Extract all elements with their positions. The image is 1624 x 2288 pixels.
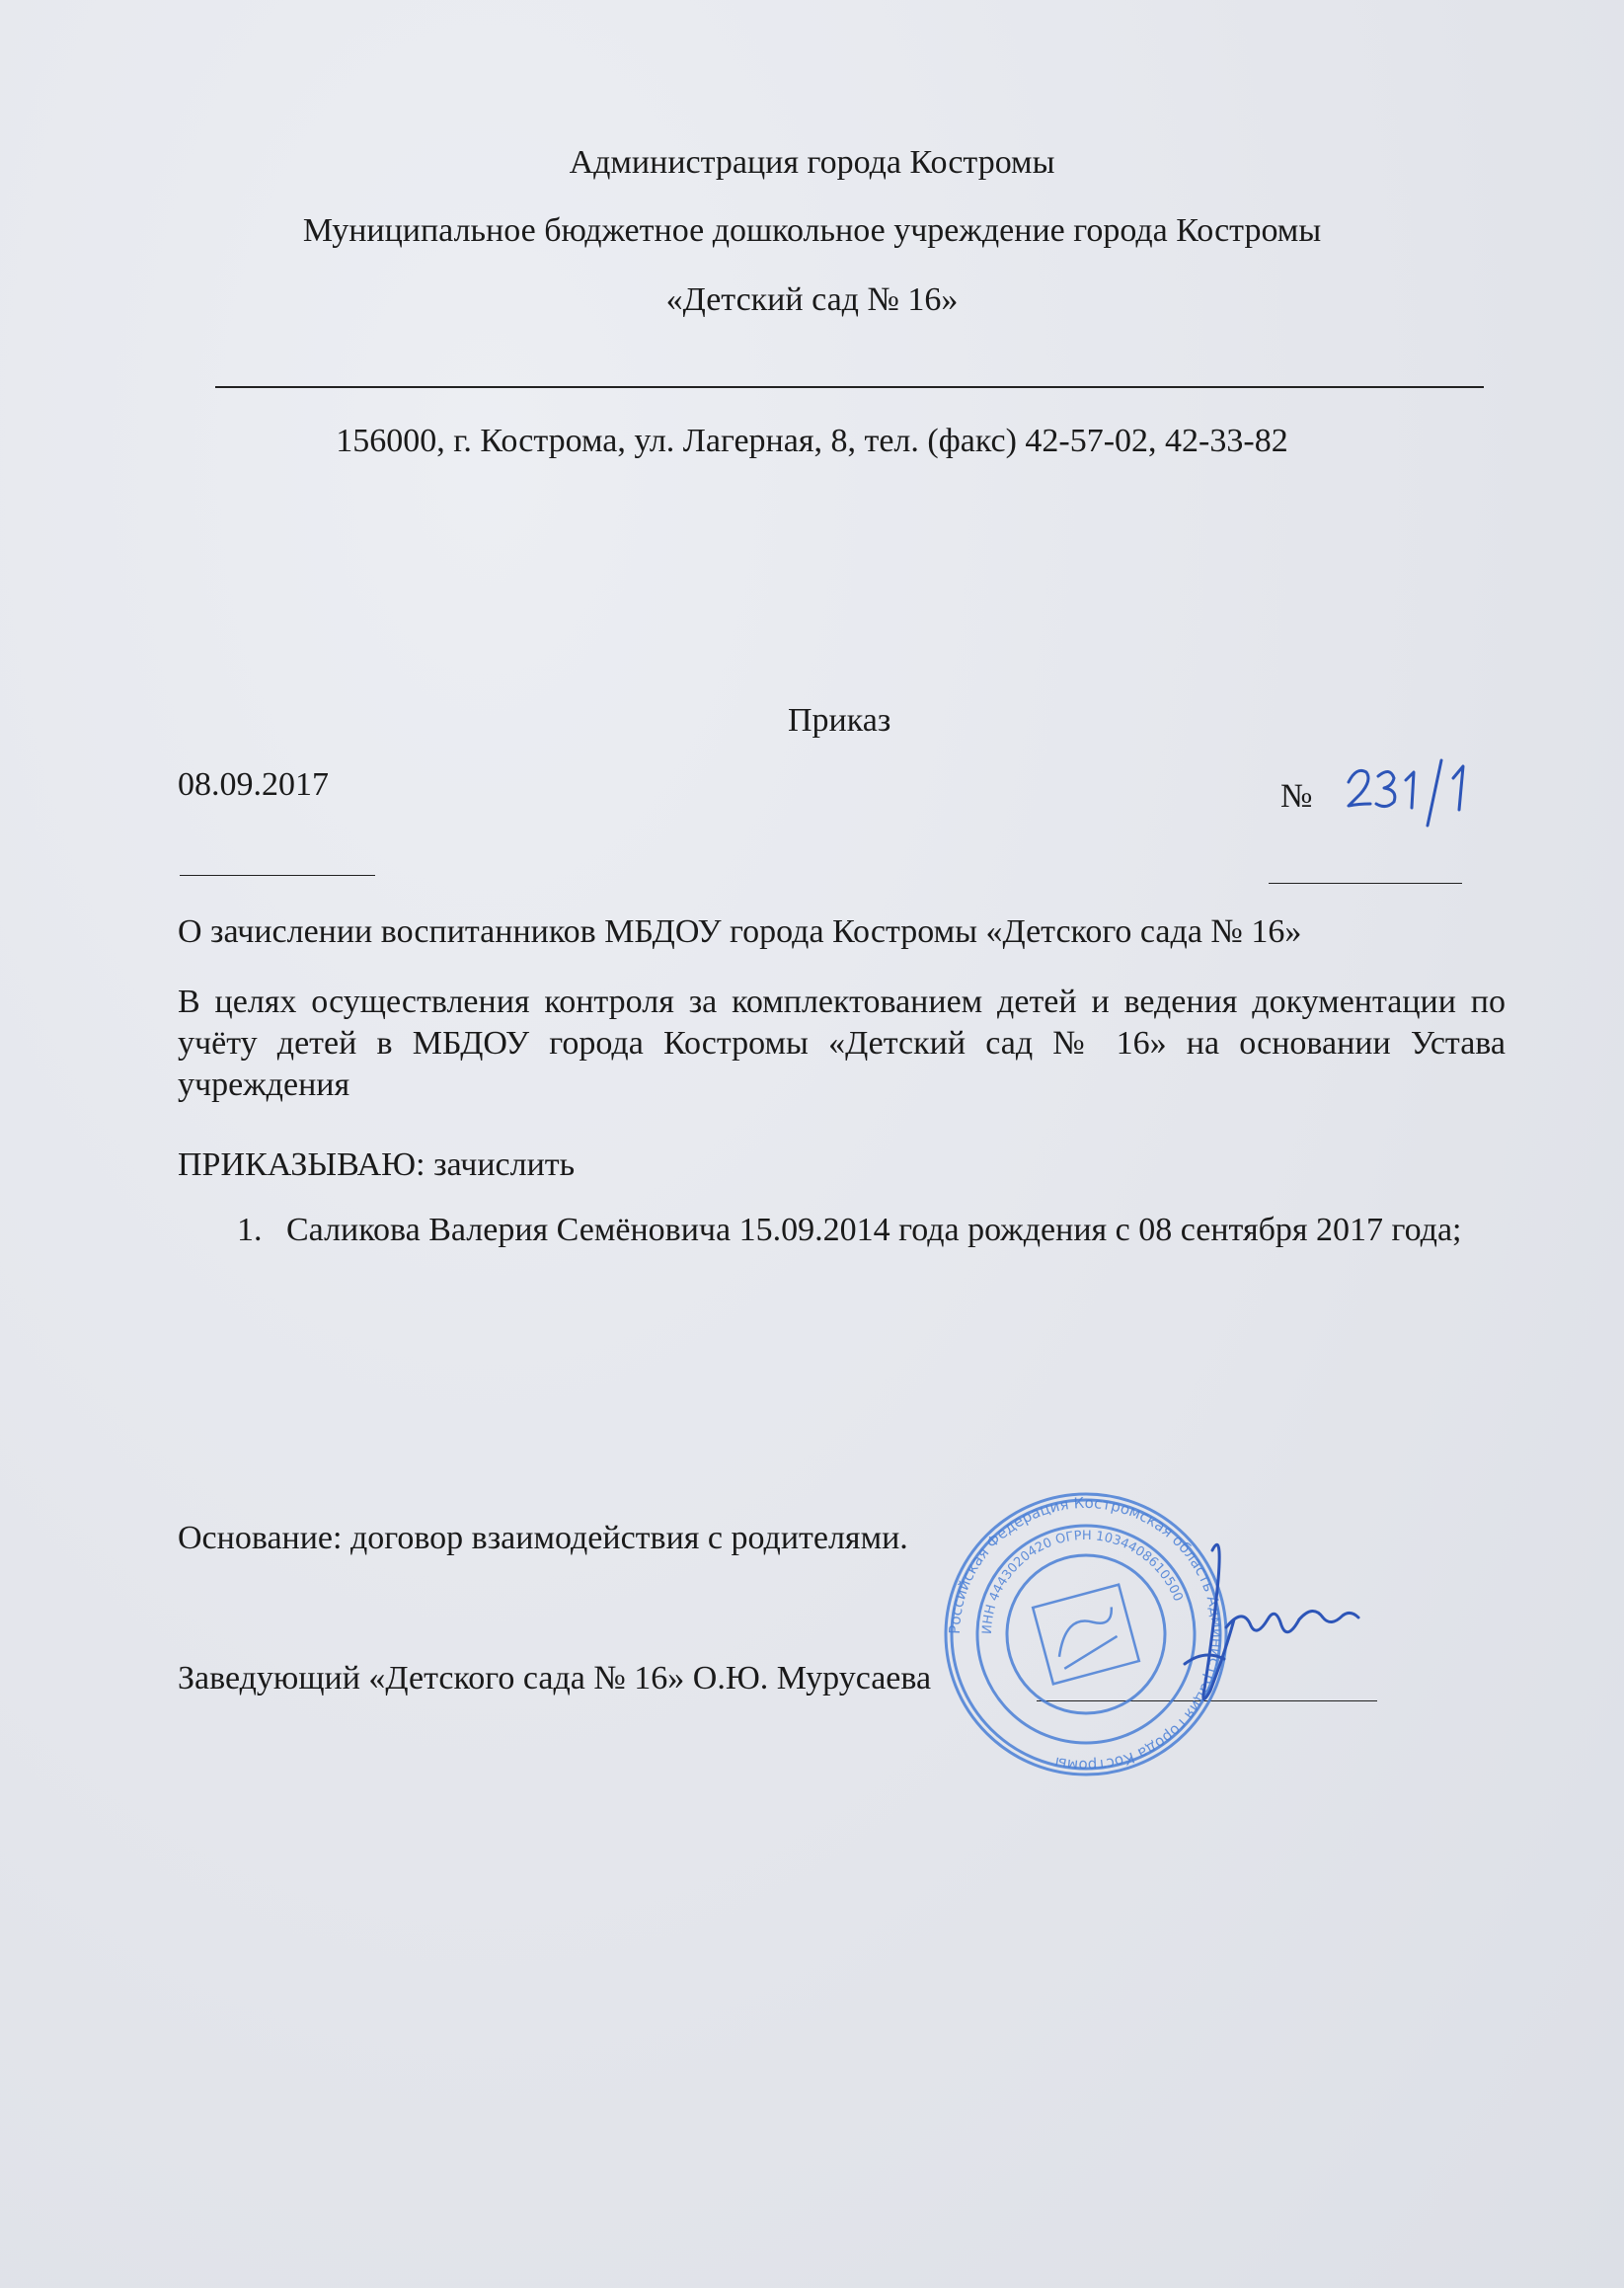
order-title: Приказ (788, 702, 891, 739)
number-underline (1269, 883, 1462, 884)
signature-line: Заведующий «Детского сада № 16» О.Ю. Мурусаева (178, 1660, 932, 1696)
list-item-number: 1. (237, 1212, 263, 1248)
order-subject: О зачислении воспитанников МБДОУ города Костромы «Детского сада № 16» (178, 913, 1302, 950)
svg-text:Российская Федерация Костромск: Российская Федерация Костромская область Администрация города Костромы (945, 1493, 1227, 1775)
list-item-text: Саликова Валерия Семёновича 15.09.2014 года рождения с 08 сентября 2017 года; (286, 1212, 1462, 1248)
header-divider (215, 386, 1484, 388)
order-basis: Основание: договор взаимодействия с родителями. (178, 1520, 908, 1556)
handwritten-order-number (1343, 752, 1481, 831)
header-admin: Администрация города Костромы (569, 144, 1055, 181)
header-address: 156000, г. Кострома, ул. Лагерная, 8, тел. (факс) 42-57-02, 42-33-82 (336, 423, 1288, 459)
order-number-label: № (1280, 778, 1313, 815)
svg-text:ИНН 4443020420 ОГРН 1034408610: ИНН 4443020420 ОГРН 1034408610500 (979, 1528, 1186, 1635)
header-institution: Муниципальное бюджетное дошкольное учреждение города Костромы (302, 212, 1322, 249)
date-underline (180, 875, 375, 876)
handwritten-signature (1165, 1521, 1362, 1718)
order-date: 08.09.2017 (178, 766, 329, 803)
order-preamble: В целях осуществления контроля за комплектованием детей и ведения документации по учёту детей в МБДОУ города Костромы «Детский сад № 16» на основании Устава учреждения (178, 984, 1506, 1103)
header-kindergarten: «Детский сад № 16» (665, 281, 959, 318)
order-decree: ПРИКАЗЫВАЮ: зачислить (178, 1146, 576, 1183)
